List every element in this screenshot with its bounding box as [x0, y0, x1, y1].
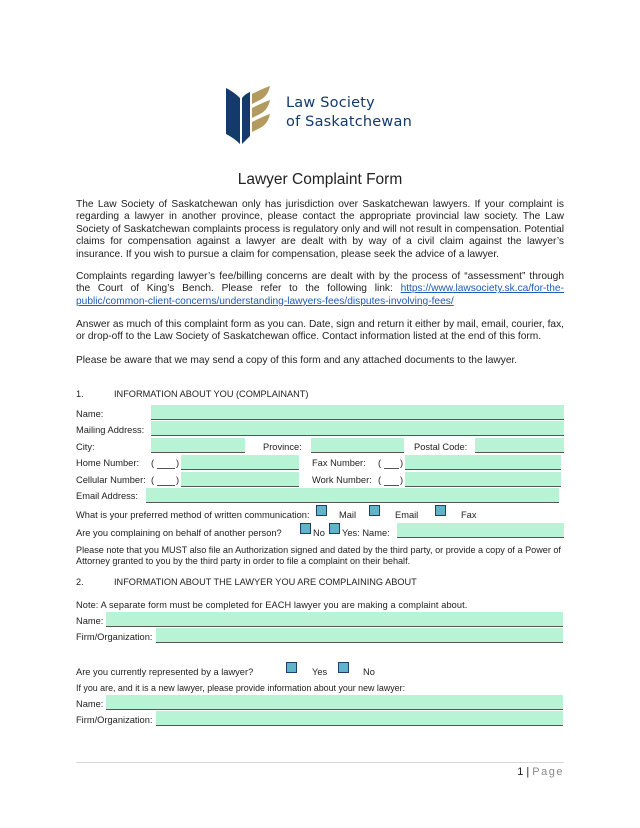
- third-party-note: Please note that you MUST also file an Authorization signed and dated by the third party, or provide a copy of a Power of Attorney granted to you by the third party in order to file a complaint on their behalf.: [76, 545, 561, 566]
- province-field[interactable]: [311, 438, 404, 453]
- mail-checkbox[interactable]: [316, 505, 327, 516]
- fax-area-open: (: [378, 458, 382, 468]
- name-label: Name:: [76, 409, 104, 419]
- behalf-no-checkbox[interactable]: [300, 523, 311, 534]
- email-address-label: Email Address:: [76, 491, 139, 501]
- new-lawyer-note: If you are, and it is a new lawyer, please provide information about your new lawyer:: [76, 683, 406, 693]
- email-checkbox[interactable]: [369, 505, 380, 516]
- wheat-logo-icon: [224, 84, 274, 146]
- represented-no-checkbox[interactable]: [338, 662, 349, 673]
- home-number-label: Home Number:: [76, 458, 140, 468]
- intro-paragraph-2: [76, 271, 564, 308]
- lawyer-firm-label: Firm/Organization:: [76, 632, 153, 642]
- lawyer-name-label: Name:: [76, 616, 104, 626]
- logo-line-1: Law Society: [286, 95, 375, 111]
- new-lawyer-name-field[interactable]: [106, 695, 563, 710]
- fax-number-label: Fax Number:: [312, 458, 366, 468]
- work-area-code-field[interactable]: [384, 472, 399, 486]
- mailing-address-field[interactable]: [151, 421, 564, 436]
- work-number-label: Work Number:: [312, 475, 372, 485]
- email-option-label: Email: [395, 510, 419, 520]
- complainant-name-field[interactable]: [151, 405, 564, 420]
- represented-yes-checkbox[interactable]: [286, 662, 297, 673]
- mail-option-label: Mail: [339, 510, 357, 520]
- province-label: Province:: [263, 442, 302, 452]
- behalf-yes-checkbox[interactable]: [329, 523, 340, 534]
- new-lawyer-name-label: Name:: [76, 699, 104, 709]
- work-area-open: (: [378, 475, 382, 485]
- postal-code-field[interactable]: [475, 438, 564, 453]
- city-label: City:: [76, 442, 95, 452]
- section-1-heading: 1. INFORMATION ABOUT YOU (COMPLAINANT): [76, 389, 309, 399]
- fee-text: Complaints regarding lawyer’s fee/billing concerns are dealt with by the process of “assessment” through the Court of King’s Bench. Please refer to the following link:: [76, 271, 564, 295]
- new-lawyer-firm-label: Firm/Organization:: [76, 715, 153, 725]
- preferred-method-question: What is your preferred method of written communication:: [76, 510, 310, 520]
- fax-area-code-field[interactable]: [384, 455, 399, 469]
- form-title: Lawyer Complaint Form: [237, 171, 403, 188]
- home-area-close: ): [176, 458, 180, 468]
- page-number: 1 | Page: [517, 766, 564, 778]
- fax-checkbox[interactable]: [435, 505, 446, 516]
- behalf-question: Are you complaining on behalf of another person?: [76, 528, 282, 538]
- email-address-field[interactable]: [146, 488, 559, 503]
- section-2-heading: 2. INFORMATION ABOUT THE LAWYER YOU ARE COMPLAINING ABOUT: [76, 577, 417, 587]
- lawyer-firm-field[interactable]: [156, 628, 563, 643]
- cell-area-open: (: [151, 475, 155, 485]
- intro-paragraph-3: Answer as much of this complaint form as you can. Date, sign and return it either by mail, email, courier, fax, or drop-off to the Law Society of Saskatchewan office. Contact information listed at the end of this form.: [76, 319, 564, 343]
- city-field[interactable]: [151, 438, 245, 453]
- represented-no-label: No: [363, 667, 375, 677]
- work-number-field[interactable]: [405, 472, 561, 487]
- represented-question: Are you currently represented by a lawyer?: [76, 667, 254, 677]
- home-area-open: (: [151, 458, 155, 468]
- cell-area-close: ): [176, 475, 180, 485]
- home-area-code-field[interactable]: [157, 455, 175, 469]
- cell-area-code-field[interactable]: [157, 472, 175, 486]
- behalf-no-label: No: [313, 528, 325, 538]
- lawyer-name-field[interactable]: [106, 612, 563, 627]
- new-lawyer-firm-field[interactable]: [156, 711, 563, 726]
- cellular-number-field[interactable]: [181, 472, 299, 487]
- intro-paragraph-4: Please be aware that we may send a copy of this form and any attached documents to the lawyer.: [76, 355, 518, 366]
- logo-line-2: of Saskatchewan: [286, 114, 412, 130]
- fee-disputes-link[interactable]: https://www.lawsociety.sk.ca/for-the-public/common-client-concerns/understanding-lawyers-fees/disputes-involving-fees/: [76, 283, 564, 307]
- behalf-yes-name-label: Yes: Name:: [342, 528, 390, 538]
- intro-paragraph-1: The Law Society of Saskatchewan only has jurisdiction over Saskatchewan lawyers. If your complaint is regarding a lawyer in another province, please contact the appropriate provincial law society. The Law Society of Saskatchewan complaints process is regulatory only and will not result in compensation. Potential claims for compensation against a lawyer are dealt with by way of a civil claim against the lawyer’s insurance. If you wish to pursue a claim for compensation, please seek the advice of a lawyer.: [76, 199, 564, 260]
- cellular-number-label: Cellular Number:: [76, 475, 146, 485]
- home-number-field[interactable]: [181, 455, 299, 470]
- represented-yes-label: Yes: [312, 667, 328, 677]
- fax-area-close: ): [400, 458, 404, 468]
- separate-form-note: Note: A separate form must be completed for EACH lawyer you are making a complaint about.: [76, 600, 468, 610]
- law-society-logo: [224, 84, 424, 146]
- fax-number-field[interactable]: [405, 455, 561, 470]
- postal-code-label: Postal Code:: [414, 442, 468, 452]
- work-area-close: ): [400, 475, 404, 485]
- mailing-address-label: Mailing Address:: [76, 425, 145, 435]
- fax-option-label: Fax: [461, 510, 477, 520]
- behalf-person-name-field[interactable]: [397, 523, 564, 538]
- footer-divider: [76, 762, 564, 763]
